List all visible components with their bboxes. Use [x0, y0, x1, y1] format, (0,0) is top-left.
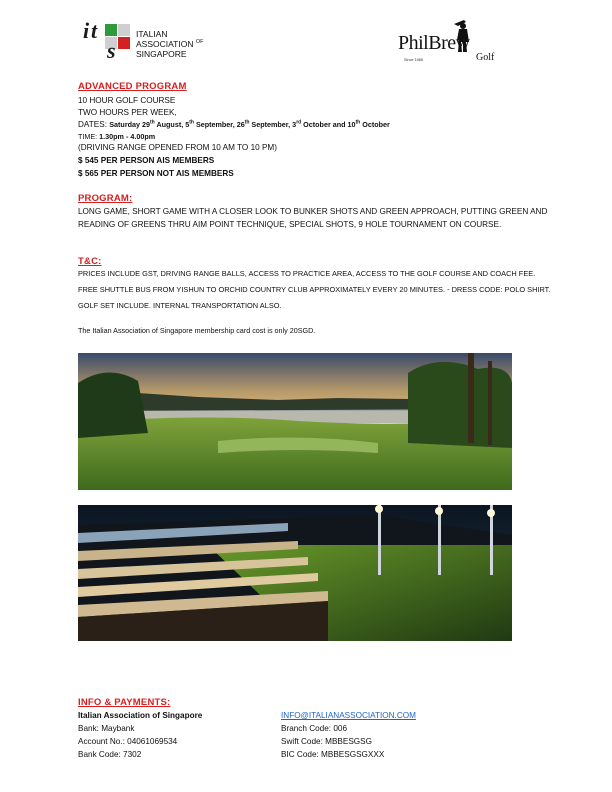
email-link[interactable]: INFO@ITALIANASSOCIATION.COM [281, 711, 416, 720]
course-time [78, 131, 155, 142]
program-text: LONG GAME, SHORT GAME WITH A CLOSER LOOK TO BUNKER SHOTS AND GREEN APPROACH, PUTTING GREEN AND READING OF GREENS THRU AIM POINT TECHNIQUE, SPECIAL SHOTS, 9 HOLE TOURNAMENT ON COURSE. [78, 207, 548, 229]
philbrew-since: Since 1985 [404, 58, 423, 62]
advanced-program-title: ADVANCED PROGRAM [78, 81, 187, 92]
philbrew-golf-logo [392, 18, 522, 70]
driving-range-image [78, 505, 512, 641]
swift-code: Swift Code: MBBESGSG [281, 737, 373, 746]
price-non-members: $ 565 PER PERSON NOT AIS MEMBERS [78, 169, 234, 178]
info-payments-title: INFO & PAYMENTS: [78, 697, 171, 708]
tc-text: PRICES INCLUDE GST, DRIVING RANGE BALLS, ACCESS TO PRACTICE AREA, ACCESS TO THE GOLF COURSE AND COACH FEE. FREE SHUTTLE BUS FROM YISHUN TO ORCHID COUNTRY CLUB APPROXIMATELY EVERY 20 MINUTES. - DRESS CODE: POLO SHIRT. GOLF SET INCLUDE. INTERNAL TRANSPORTATION ALSO. [78, 269, 551, 311]
price-members: $ 545 PER PERSON AIS MEMBERS [78, 156, 215, 165]
golf-course-photo [78, 353, 512, 490]
bic-code: BIC Code: MBBESGSGXXX [281, 750, 385, 759]
driving-range-photo [78, 505, 512, 641]
bank-code: Bank Code: 7302 [78, 750, 142, 759]
membership-note: The Italian Association of Singapore membership card cost is only 20SGD. [78, 326, 316, 335]
tc-title: T&C: [78, 256, 102, 267]
branch-code: Branch Code: 006 [281, 724, 347, 733]
golf-course-image [78, 353, 512, 490]
driving-range-note: (DRIVING RANGE OPENED FROM 10 AM TO 10 PM) [78, 143, 277, 152]
program-title: PROGRAM: [78, 193, 133, 204]
its-logo-mark: i t s [83, 22, 131, 62]
its-logo [83, 18, 233, 64]
philbrew-sub: Golf [476, 52, 495, 63]
account-number: Account No.: 04061069534 [78, 737, 178, 746]
dates-value: Saturday 29th August, 5th September, 26th September, 3rd October and 10th October [109, 119, 390, 129]
course-dates [78, 119, 390, 130]
philbrew-brand: PhilBrew [398, 32, 470, 54]
time-label: TIME: [78, 132, 98, 141]
bank-name: Bank: Maybank [78, 724, 135, 733]
course-frequency: TWO HOURS PER WEEK, [78, 108, 177, 117]
course-title: 10 HOUR GOLF COURSE [78, 96, 176, 105]
time-value: 1.30pm - 4.00pm [99, 132, 156, 141]
dates-label: DATES: [78, 120, 107, 129]
its-logo-text: ITALIAN ASSOCIATION $^{OF}$ SINGAPORE [136, 29, 204, 59]
org-name: Italian Association of Singapore [78, 711, 203, 720]
